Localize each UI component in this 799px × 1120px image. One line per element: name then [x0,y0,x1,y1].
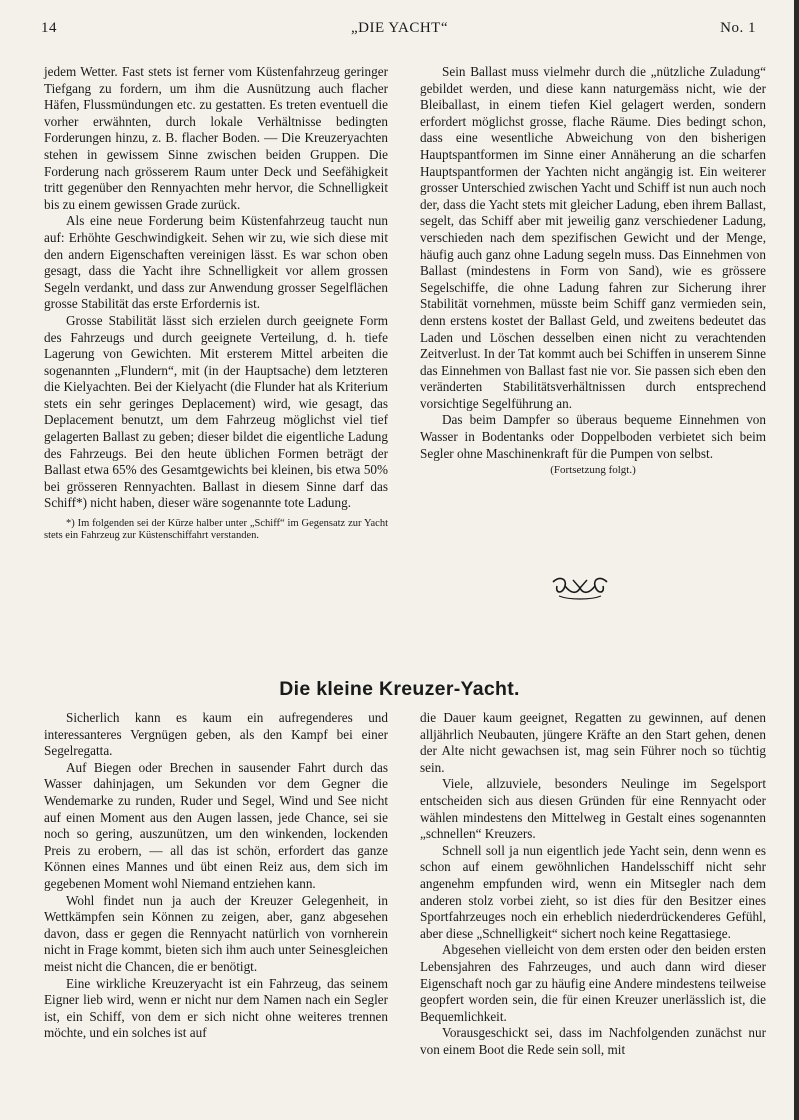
footnote: *) Im folgenden sei der Kürze halber unter „Schiff“ im Gegensatz zur Yacht stets ein Fahrzeug zur Küstenschiffahrt verstanden. [44,518,388,541]
bottom-right-column [420,710,766,1058]
page-number: 14 [41,20,57,36]
paragraph: die Dauer kaum geeignet, Regatten zu gewinnen, auf denen alljährlich Neubauten, jüngere Kräfte an den Start gehen, denen der Alte nicht gewachsen ist, mag sein Führer noch so tüchtig sein. [420,710,766,775]
bottom-left-column [44,710,388,1042]
paragraph: Abgesehen vielleicht von dem ersten oder den beiden ersten Lebensjahren des Fahrzeuges, und auch dann wird dieser Eigenschaft noch gar zu häufig eine Andere mindestens teilweise geopfert worden sein, die für einen Kreuzer unerlässlich ist, die Bequemlichkeit. [420,942,766,1024]
paragraph: Schnell soll ja nun eigentlich jede Yacht sein, denn wenn es schon auf einem gewöhnlichen Handelsschiff nicht sehr angenehm empfunden wird, wenn ein Mitsegler nach dem anderen stolz vorbei zieht, so ist dies für den Besitzer eines Sportfahrzeuges noch ein erheblich niederdrückenderes Gefühl, aber diese „Schnelligkeit“ sichert noch keine Regattasiege. [420,842,766,941]
paragraph: Sein Ballast muss vielmehr durch die „nützliche Zuladung“ gebildet werden, und diese kann naturgemäss nicht, wie der Bleiballast, in einem tiefen Kiel gelagert werden, sondern erfordert möglichst grosse, flache Räume. Dies bedingt schon, dass eine wesentliche Abweichung von den bisherigen Hauptspantformen im Sinne einer Annäherung an die scharfen Hauptspantformen der Yachten nicht angängig ist. Ein weiterer grosser Unterschied zwischen Yacht und Schiff ist nun auch noch der, dass die Yacht stets mit gleicher Ladung, eben ihrem Ballast, segelt, das Schiff aber mit jeweilig ganz verschiedener Ladung, verschieden nach dem spezifischen Gewicht und der Menge, häufig auch ganz ohne Ladung segeln muss. Das Einnehmen von Ballast (mindestens in Form von Sand), wie es grössere Segelschiffe, die ohne Ladung fahren zur Sicherung ihrer Stabilität vornehmen, müsste beim Schiff ganz vermieden sein, denn erstens kostet der Ballast Geld, und zweitens bedeutet das Laden und Löschen desselben einen nicht zu verachtenden Zeitverlust. In der Tat kommt auch bei Schiffen in unserem Sinne das Einnehmen von Ballast fast nie vor. Sie passen sich eben den veränderten Stabilitätsverhältnissen durch entsprechend vorsichtige Segelführung an. [420,64,766,411]
continuation-note: (Fortsetzung folgt.) [550,464,636,477]
paragraph: Grosse Stabilität lässt sich erzielen durch geeignete Form des Fahrzeugs und durch geeignete Verteilung, d. h. tiefe Lagerung von Gewichten. Mit ersterem Mittel arbeiten die sogenannten „Flundern“, mit (in der Hauptsache) dem letzteren die Kielyachten. Bei der Kielyacht (die Flunder hat als Kriterium stets ein sehr geringes Deplacement) wird, wie gesagt, das Deplacement benutzt, um dem Fahrzeug möglichst viel tief gelagerten Ballast zu geben; dieser bildet die eigentliche Ladung des Fahrzeugs. Bei den heute üblichen Formen beträgt der Ballast etwa 65% des Gesamtgewichts bei kleinen, bis etwa 50% bei grösseren Rennyachten. Ballast in diesem Sinne darf das Schiff*) nicht haben, dieser wäre sogenannte tote Ladung. [44,312,388,511]
issue-number: No. 1 [720,20,756,36]
paragraph: Viele, allzuviele, besonders Neulinge im Segelsport entscheiden sich aus diesen Gründen für eine Rennyacht oder wählen mindestens den Mittelweg in Gestalt eines sogenannten „schnellen“ Kreuzers. [420,776,766,842]
paragraph: jedem Wetter. Fast stets ist ferner vom Küstenfahrzeug geringer Tiefgang zu fordern, um ihm die Ausnützung auch flacher Häfen, Flussmündungen etc. zu gestatten. Es treten eventuell die vorher erwähnten, durch lokale Verhältnisse bedingten Forderungen hinzu, z. B. flacher Boden. — Die Kreuzeryachten stehen in gewissem Sinne zwischen beiden Gruppen. Die Forderung nach grösserem Raum unter Deck und Seefähigkeit tritt gegenüber den Rennyachten mehr hervor, die Schnelligkeit bis zu einem gewissen Grade zurück. [44,64,388,212]
page-edge-shadow [794,0,799,1120]
paragraph: Auf Biegen oder Brechen in sausender Fahrt durch das Wasser dahinjagen, um Sekunden vor dem Gegner die Wendemarke zu runden, Ruder und Segel, Wind und See nicht auf einen Moment aus den Augen lassen, jede Chance, sei sie noch so gering, auszunützen, um den winkenden, lockenden Preis zu erobern, — all das ist schön, erfordert das ganze Können eines Mannes und übt einen Reiz aus, dem sich im gegebenen Moment wohl Niemand entziehen kann. [44,759,388,891]
paragraph: Als eine neue Forderung beim Küstenfahrzeug taucht nun auf: Erhöhte Geschwindigkeit. Sehen wir zu, wie sich diese mit den andern Eigenschaften vereinigen lässt. Es war schon oben gesagt, dass die Yacht ihre Schnelligkeit vor allem grossen Segeln verdankt, und dass zur Anwendung grosser Segelflächen grosse Stabilität das erste Erfordernis ist. [44,213,388,312]
article-title: Die kleine Kreuzer-Yacht. [279,678,520,700]
paragraph: Sicherlich kann es kaum ein aufregenderes und interessanteres Vergnügen geben, als den Kampf bei einer Segelregatta. [44,710,388,759]
journal-title: „DIE YACHT“ [350,20,448,36]
top-left-column [44,64,388,541]
paragraph: Eine wirkliche Kreuzeryacht ist ein Fahrzeug, das seinem Eigner lieb wird, wenn er nicht nur dem Namen nach ein Segler ist, ein Schiff, von dem er sich nicht ohne weiteres trennen möchte, und ein solches ist auf [44,975,388,1041]
top-right-column [420,64,766,479]
ornament-icon [545,574,615,604]
paragraph: Vorausgeschickt sei, dass im Nachfolgenden zunächst nur von einem Boot die Rede sein soll, mit [420,1025,766,1057]
paragraph: Das beim Dampfer so überaus bequeme Einnehmen von Wasser in Bodentanks oder Doppelboden verbietet sich beim Segler ohne Maschinenkraft für die Pumpen von selbst. [420,412,766,461]
paragraph: Wohl findet nun ja auch der Kreuzer Gelegenheit, in Wettkämpfen sein Können zu zeigen, aber, ganz abgesehen davon, dass er gegen die Rennyacht natürlich von vornherein nicht in Frage kommt, bieten sich ihm auch unter Seinesgleichen meist nicht die Chancen, die er benötigt. [44,892,388,974]
